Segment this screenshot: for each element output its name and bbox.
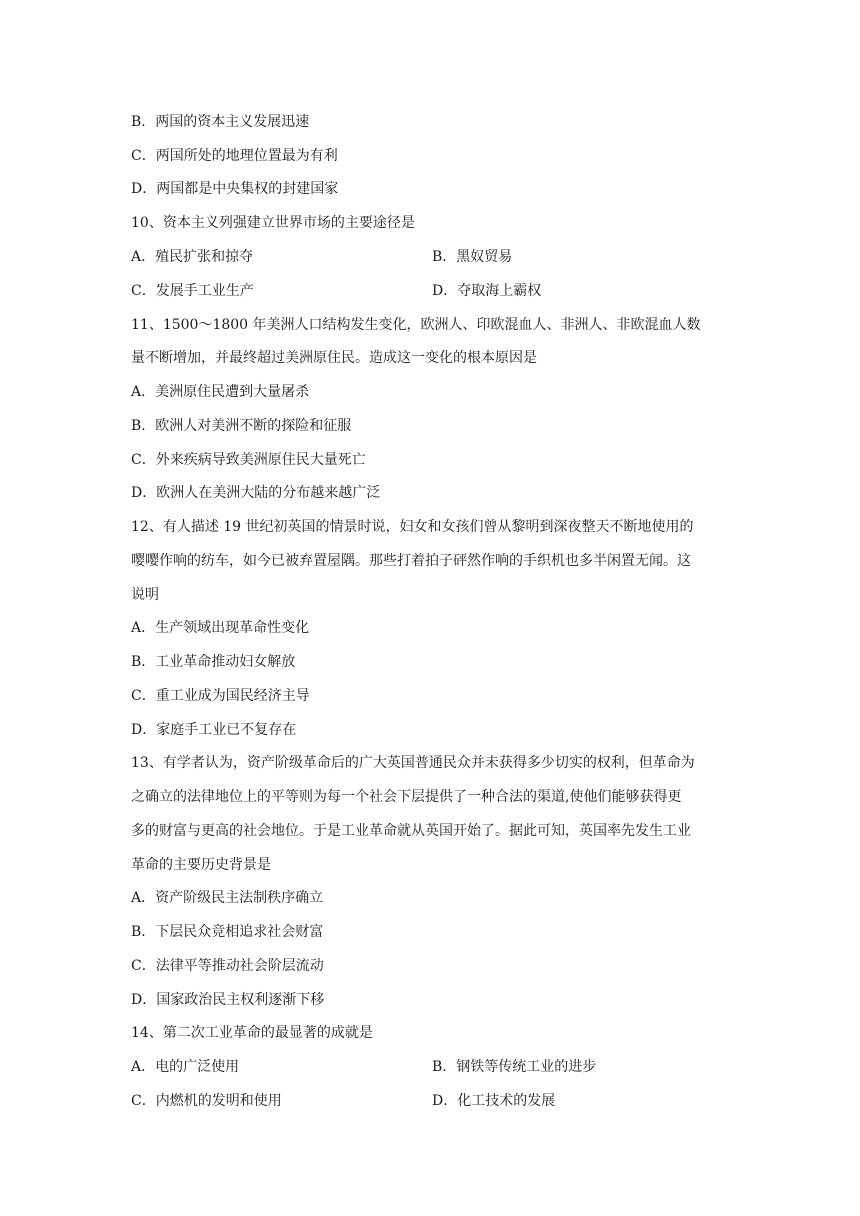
q12-option-c: C．重工业成为国民经济主导 — [131, 688, 310, 704]
q11-stem-line-1: 11、1500～1800 年美洲人口结构发生变化，欧洲人、印欧混血人、非洲人、非欧混血人数 — [131, 317, 701, 333]
q12-option-a: A．生产领域出现革命性变化 — [131, 620, 310, 636]
q14-option-a: A．电的广泛使用 — [131, 1059, 240, 1075]
q10-option-c: C．发展手工业生产 — [131, 283, 254, 299]
q9-option-d: D．两国都是中央集权的封建国家 — [131, 181, 339, 197]
q13-stem-line-2: 之确立的法律地位上的平等则为每一个社会下层提供了一种合法的渠道,使他们能够获得更 — [131, 789, 682, 805]
q11-option-a: A．美洲原住民遭到大量屠杀 — [131, 384, 310, 400]
q10-option-a: A．殖民扩张和掠夺 — [131, 249, 254, 265]
q13-stem-line-4: 革命的主要历史背景是 — [131, 857, 271, 873]
q13-stem-line-3: 多的财富与更高的社会地位。于是工业革命就从英国开始了。据此可知，英国率先发生工业 — [131, 823, 691, 839]
q13-option-d: D．国家政治民主权利逐渐下移 — [131, 992, 325, 1008]
q14-option-d: D．化工技术的发展 — [432, 1093, 556, 1109]
q14-option-b: B．钢铁等传统工业的进步 — [432, 1059, 597, 1075]
q11-option-c: C．外来疾病导致美洲原住民大量死亡 — [131, 452, 366, 468]
q10-option-d: D．夺取海上霸权 — [432, 283, 542, 299]
q13-stem-line-1: 13、有学者认为，资产阶级革命后的广大英国普通民众并未获得多少切实的权利，但革命为 — [131, 755, 695, 771]
q11-stem-line-2: 量不断增加，并最终超过美洲原住民。造成这一变化的根本原因是 — [131, 350, 537, 366]
q10-stem: 10、资本主义列强建立世界市场的主要途径是 — [131, 215, 415, 231]
q12-stem-line-2: 嘤嘤作响的纺车，如今已被弃置屋隅。那些打着拍子砰然作响的手织机也多半闲置无闻。这 — [131, 553, 691, 569]
q12-option-d: D．家庭手工业已不复存在 — [131, 722, 297, 738]
q14-stem: 14、第二次工业革命的最显著的成就是 — [131, 1025, 373, 1041]
q11-option-d: D．欧洲人在美洲大陆的分布越来越广泛 — [131, 485, 381, 501]
q9-option-c: C．两国所处的地理位置最为有利 — [131, 148, 338, 164]
q14-option-c: C．内燃机的发明和使用 — [131, 1093, 282, 1109]
q9-option-b: B．两国的资本主义发展迅速 — [131, 114, 310, 130]
q13-option-c: C．法律平等推动社会阶层流动 — [131, 958, 324, 974]
q12-stem-line-1: 12、有人描述 19 世纪初英国的情景时说，妇女和女孩们曾从黎明到深夜整天不断地使用的 — [131, 519, 694, 535]
q13-option-a: A．资产阶级民主法制秩序确立 — [131, 890, 324, 906]
q13-option-b: B．下层民众竞相追求社会财富 — [131, 924, 324, 940]
q12-stem-line-3: 说明 — [131, 587, 159, 603]
q12-option-b: B．工业革命推动妇女解放 — [131, 654, 296, 670]
q11-option-b: B．欧洲人对美洲不断的探险和征服 — [131, 418, 352, 434]
q10-option-b: B．黑奴贸易 — [432, 249, 513, 265]
